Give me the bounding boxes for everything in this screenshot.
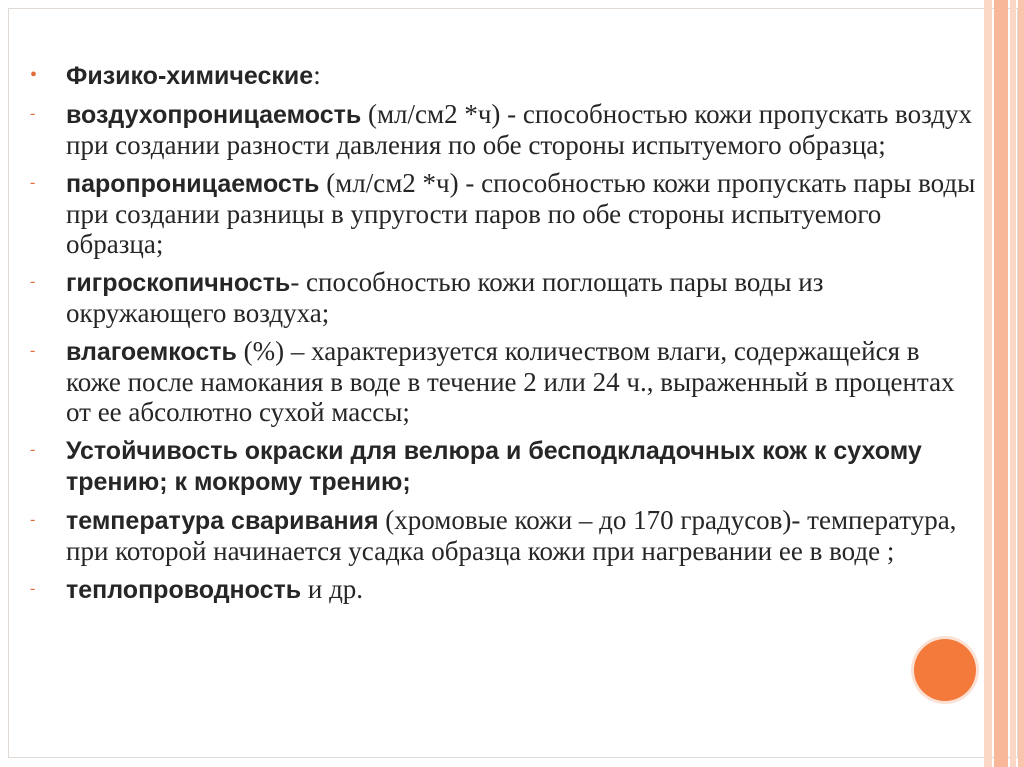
heading-colon: : <box>313 60 321 90</box>
decor-stripe-2 <box>994 0 1008 767</box>
item-term: воздухопроницаемость <box>66 101 362 129</box>
list-item <box>30 574 980 605</box>
item-term: Устойчивость окраски для велюра и бесподкладочных кож к сухому трению; к мокрому трению; <box>66 437 922 496</box>
dash-marker: - <box>30 273 36 290</box>
item-text: (мл/см2 *ч) - способностью кожи пропускать воздух при создании разности давления по обе стороны испытуемого образца; <box>66 99 973 160</box>
item-term: паропроницаемость <box>66 170 320 198</box>
dash-marker: - <box>30 342 36 359</box>
heading-text: Физико-химические <box>66 62 314 90</box>
list-item <box>30 435 980 497</box>
dash-marker: - <box>30 174 36 191</box>
item-text: (хромовые кожи – до 170 градусов)- температура, при которой начинается усадка образца кожи при нагревании ее в воде ; <box>66 505 957 566</box>
item-text: и др. <box>301 574 364 604</box>
list-item <box>30 168 980 259</box>
item-text: (%) – характеризуется количеством влаги, содержащейся в коже после намокания в воде в течение 2 или 24 ч., выраженный в процентах от ее абсолютно сухой массы; <box>66 336 955 427</box>
item-term: теплопроводность <box>66 576 302 604</box>
dash-marker: - <box>30 441 36 458</box>
decor-stripe-4 <box>1018 0 1024 767</box>
item-term: влагоемкость <box>66 338 237 366</box>
list-item <box>30 99 980 160</box>
list-item <box>30 267 980 328</box>
item-term: гигроскопичность <box>66 269 291 297</box>
item-term: температура сваривания <box>66 507 379 535</box>
decor-stripe-3 <box>1010 0 1016 767</box>
decor-circle <box>914 639 976 701</box>
dash-marker: - <box>30 580 36 597</box>
slide-body <box>30 60 980 613</box>
list-item <box>30 336 980 427</box>
dash-marker: - <box>30 105 36 122</box>
list-item <box>30 505 980 566</box>
bullet-marker: • <box>30 64 38 86</box>
heading-line <box>30 60 980 91</box>
dash-marker: - <box>30 511 36 528</box>
item-text: - способностью кожи поглощать пары воды из окружающего воздуха; <box>66 267 824 328</box>
decor-stripe-1 <box>984 0 992 767</box>
item-text: (мл/см2 *ч) - способностью кожи пропускать пары воды при создании разницы в упругости паров по обе стороны испытуемого образца; <box>66 168 976 259</box>
